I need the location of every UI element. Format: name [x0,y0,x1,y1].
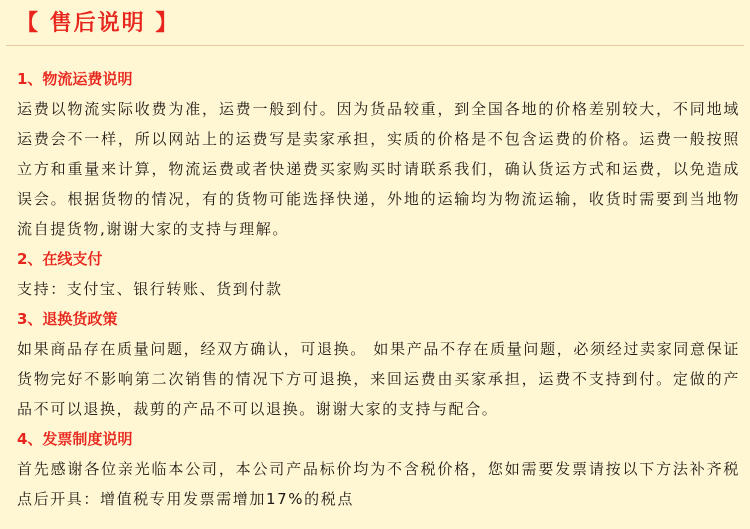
section-text: 支持：支付宝、银行转账、货到付款 [17,280,283,298]
section-shipping [17,64,740,244]
page-title: 【 售后说明 】 [16,11,180,36]
section-heading: 1、物流运费说明 [17,70,133,88]
section-heading: 2、在线支付 [17,250,103,268]
content [17,64,740,514]
section-text: 首先感谢各位亲光临本公司，本公司产品标价均为不含税价格，您如需要发票请按以下方法补齐税点后开具：增值税专用发票需增加17%的税点 [17,460,740,508]
section-heading: 3、退换货政策 [17,310,118,328]
section-payment [17,244,740,304]
section-invoice [17,424,740,514]
title-divider [6,45,744,46]
section-text: 如果商品存在质量问题，经双方确认，可退换。 如果产品不存在质量问题，必须经过卖家同意保证货物完好不影响第二次销售的情况下方可退换，来回运费由买家承担，运费不支持到付。定做的产品不可以退换，裁剪的产品不可以退换。谢谢大家的支持与配合。 [17,340,740,418]
section-text: 运费以物流实际收费为准，运费一般到付。因为货品较重，到全国各地的价格差别较大，不同地域运费会不一样，所以网站上的运费写是卖家承担，实质的价格是不包含运费的价格。运费一般按照立方和重量来计算，物流运费或者快递费买家购买时请联系我们，确认货运方式和运费，以免造成误会。根据货物的情况，有的货物可能选择快递，外地的运输均为物流运输，收货时需要到当地物流自提货物,谢谢大家的支持与理解。 [17,100,740,238]
section-returns [17,304,740,424]
section-heading: 4、发票制度说明 [17,430,133,448]
